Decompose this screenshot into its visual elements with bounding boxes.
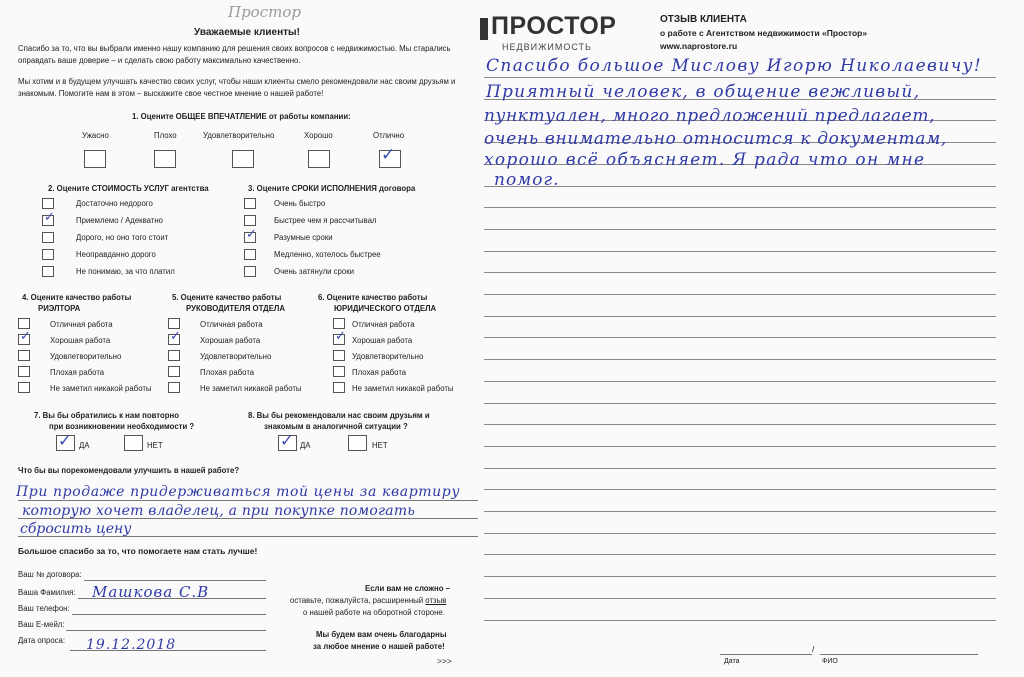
side-note-2-text: оставьте, пожалуйста, расширенный [290, 596, 424, 605]
check-mark-icon: ✓ [335, 329, 346, 344]
check-mark-icon: ✓ [170, 329, 181, 344]
surname-field[interactable]: Машкова С.В [92, 583, 210, 601]
side-note-1: Если вам не сложно – [365, 584, 450, 593]
q4-checkbox[interactable] [18, 366, 30, 377]
q3-option: Очень быстро [274, 199, 326, 208]
side-note-3: о нашей работе на оборотной стороне. [303, 608, 445, 617]
q5-option: Отличная работа [200, 320, 263, 329]
q4-option: Хорошая работа [50, 336, 111, 345]
review-header-title: ОТЗЫВ КЛИЕНТА [660, 14, 747, 25]
q6-checkbox[interactable] [333, 382, 345, 393]
q2-checkbox[interactable] [42, 210, 55, 226]
ruled-line [484, 468, 996, 469]
q3-checkbox[interactable] [244, 249, 256, 260]
arrows-icon: >>> [437, 656, 452, 666]
survey-date-label: Дата опроса: [18, 636, 66, 645]
ruled-line [484, 337, 996, 338]
q3-option: Очень затянули сроки [274, 267, 354, 276]
side-note-2 [290, 596, 446, 605]
intro-text-1b: оправдать ваше доверие – и сделать свою работу максимально качественно. [18, 56, 301, 65]
q2-checkbox[interactable] [42, 198, 54, 209]
ruled-line [484, 294, 996, 295]
pencil-stamp: Простор [228, 3, 301, 21]
q5-option: Плохая работа [200, 368, 255, 377]
q4-title-2: РИЭЛТОРА [38, 304, 81, 313]
q7-no-label: НЕТ [147, 441, 163, 450]
ruled-line [484, 620, 996, 621]
q3-checkbox[interactable] [244, 266, 256, 277]
q1-option-label: Хорошо [304, 131, 333, 140]
q5-checkbox[interactable] [168, 382, 180, 393]
q6-title: 6. Оцените качество работы [318, 293, 428, 302]
review-link[interactable]: отзыв [425, 596, 447, 605]
q1-option-label: Ужасно [82, 131, 109, 140]
q1-checkbox-excellent[interactable] [379, 145, 401, 168]
ruled-line [484, 251, 996, 252]
ruled-line [484, 403, 996, 404]
check-mark-icon: ✓ [58, 431, 72, 450]
ruled-line [484, 359, 996, 360]
field-line [84, 580, 266, 581]
thanks-text: Большое спасибо за то, что помогаете нам стать лучше! [18, 546, 258, 556]
q5-checkbox[interactable] [168, 329, 181, 345]
q2-option: Достаточно недорого [76, 199, 153, 208]
q5-checkbox[interactable] [168, 350, 180, 361]
q4-option: Плохая работа [50, 368, 105, 377]
contract-number-label: Ваш № договора: [18, 570, 82, 579]
review-text-line[interactable]: очень внимательно относится к документам, [484, 129, 948, 149]
fio-signature-line [820, 654, 978, 655]
logo-text: ПРОСТОР [491, 12, 617, 40]
q3-checkbox[interactable] [244, 215, 256, 226]
fio-label: ФИО [822, 658, 838, 665]
q4-checkbox[interactable] [18, 382, 30, 393]
date-signature-line [720, 654, 812, 655]
review-text-line[interactable]: пунктуален, много предложений предлагает, [484, 106, 936, 126]
q3-option: Разумные сроки [274, 233, 333, 242]
q6-title-2: ЮРИДИЧЕСКОГО ОТДЕЛА [334, 304, 437, 313]
review-text-line[interactable]: Спасибо большое Мислову Игорю Николаевичу! [486, 56, 983, 76]
q7-yes-checkbox[interactable] [56, 431, 75, 451]
q8-yes-label: ДА [300, 441, 311, 450]
q1-option-label: Удовлетворительно [203, 131, 275, 140]
q3-checkbox[interactable] [244, 198, 256, 209]
improve-answer-line[interactable]: сбросить цену [20, 521, 132, 537]
q5-option: Хорошая работа [200, 336, 261, 345]
review-text-line[interactable]: хорошо всё объясняет. Я рада что он мне [484, 150, 926, 170]
q4-checkbox[interactable] [18, 350, 30, 361]
q2-checkbox[interactable] [42, 249, 54, 260]
ruled-line [484, 533, 996, 534]
date-label: Дата [724, 658, 740, 665]
review-text-line[interactable]: помог. [494, 170, 560, 190]
review-text-line[interactable]: Приятный человек, в общение вежливый, [486, 82, 921, 102]
check-mark-icon: ✓ [20, 329, 31, 344]
q5-checkbox[interactable] [168, 366, 180, 377]
q5-title: 5. Оцените качество работы [172, 293, 282, 302]
q4-checkbox[interactable] [18, 329, 31, 345]
check-mark-icon: ✓ [44, 210, 55, 225]
q1-checkbox-bad[interactable] [154, 150, 176, 168]
ruled-line [484, 554, 996, 555]
q2-option: Неоправданно дорого [76, 250, 156, 259]
improve-label: Что бы вы порекомендовали улучшить в нашей работе? [18, 466, 240, 475]
q6-option: Хорошая работа [352, 336, 413, 345]
q8-title-2: знакомым в аналогичной ситуации ? [264, 422, 408, 431]
q4-checkbox[interactable] [18, 318, 30, 329]
ruled-line [484, 272, 996, 273]
q6-checkbox[interactable] [333, 318, 345, 329]
q3-option: Быстрее чем я рассчитывал [274, 216, 377, 225]
ruled-line [484, 446, 996, 447]
ruled-line [484, 186, 996, 187]
ruled-line [484, 511, 996, 512]
q2-title: 2. Оцените СТОИМОСТЬ УСЛУГ агентства [48, 184, 209, 193]
review-header-url[interactable]: www.naprostore.ru [660, 41, 738, 51]
q5-option: Не заметил никакой работы [200, 384, 302, 393]
check-mark-icon: ✓ [280, 431, 294, 450]
review-header-subtitle: о работе с Агентством недвижимости «Простор» [660, 28, 868, 38]
ruled-line [484, 424, 996, 425]
improve-answer-line[interactable]: При продаже придерживаться той цены за квартиру [16, 484, 461, 500]
q6-checkbox[interactable] [333, 329, 346, 345]
side-note-4: Мы будем вам очень благодарны [316, 630, 447, 639]
email-label: Ваш E-мейл: [18, 620, 65, 629]
q7-title-2: при возникновении необходимости ? [49, 422, 195, 431]
check-mark-icon: ✓ [246, 227, 257, 242]
q3-title: 3. Оцените СРОКИ ИСПОЛНЕНИЯ договора [248, 184, 416, 193]
field-line [72, 614, 266, 615]
q1-checkbox-awful[interactable] [84, 150, 106, 168]
greeting-title: Уважаемые клиенты! [194, 27, 300, 38]
field-line [66, 630, 266, 631]
ruled-line [484, 229, 996, 230]
ruled-line [484, 207, 996, 208]
check-mark-icon: ✓ [381, 145, 396, 165]
q2-option: Приемлемо / Адекватно [76, 216, 164, 225]
q4-option: Удовлетворительно [50, 352, 122, 361]
q7-yes-label: ДА [79, 441, 90, 450]
q1-checkbox-good[interactable] [308, 150, 330, 168]
survey-date-field[interactable]: 19.12.2018 [86, 637, 177, 653]
ruled-line [484, 576, 996, 577]
q3-checkbox[interactable] [244, 227, 257, 243]
q4-option: Не заметил никакой работы [50, 384, 152, 393]
intro-text-2: Мы хотим и в будущем улучшать качество своих услуг, чтобы наши клиенты смело рекомендовали нас своим друзьям и [18, 77, 456, 86]
q1-title: 1. Оцените ОБЩЕЕ ВПЕЧАТЛЕНИЕ от работы компании: [132, 112, 351, 121]
q6-option: Плохая работа [352, 368, 407, 377]
q2-checkbox[interactable] [42, 232, 54, 243]
q6-checkbox[interactable] [333, 366, 345, 377]
signature-slash: / [812, 644, 815, 654]
logo-subtitle: НЕДВИЖИМОСТЬ [502, 42, 592, 52]
q2-option: Дорого, но оно того стоит [76, 233, 169, 242]
intro-text-2b: знакомым. Помогите нам в этом – выскажите свое честное мнение о нашей работе! [18, 89, 324, 98]
q6-option: Не заметил никакой работы [352, 384, 454, 393]
q3-option: Медленно, хотелось быстрее [274, 250, 381, 259]
q4-option: Отличная работа [50, 320, 113, 329]
q8-no-checkbox[interactable] [348, 435, 367, 451]
logo-mark-icon [480, 18, 488, 40]
q6-checkbox[interactable] [333, 350, 345, 361]
q7-title: 7. Вы бы обратились к нам повторно [34, 411, 180, 420]
q6-option: Отличная работа [352, 320, 415, 329]
side-note-5: за любое мнение о нашей работе! [313, 642, 445, 651]
phone-label: Ваш телефон: [18, 604, 70, 613]
improve-answer-line[interactable]: которую хочет владелец, а при покупке помогать [22, 503, 416, 519]
q1-option-label: Отлично [373, 131, 405, 140]
q6-option: Удовлетворительно [352, 352, 424, 361]
ruled-line [484, 316, 996, 317]
q1-option-label: Плохо [154, 131, 177, 140]
q8-no-label: НЕТ [372, 441, 388, 450]
q5-title-2: РУКОВОДИТЕЛЯ ОТДЕЛА [186, 304, 286, 313]
ruled-line [484, 598, 996, 599]
q5-checkbox[interactable] [168, 318, 180, 329]
surname-label: Ваша Фамилия: [18, 588, 76, 597]
improve-line [18, 500, 478, 501]
q4-title: 4. Оцените качество работы [22, 293, 132, 302]
q8-yes-checkbox[interactable] [278, 431, 297, 451]
ruled-line [484, 381, 996, 382]
intro-text-1: Спасибо за то, что вы выбрали именно нашу компанию для решения своих вопросов с недвижимостью. Мы старались [18, 44, 451, 53]
q8-title: 8. Вы бы рекомендовали нас своим друзьям и [248, 411, 430, 420]
q5-option: Удовлетворительно [200, 352, 272, 361]
ruled-line [484, 77, 996, 78]
ruled-line [484, 489, 996, 490]
q2-checkbox[interactable] [42, 266, 54, 277]
q2-option: Не понимаю, за что платил [76, 267, 175, 276]
q1-checkbox-satisfactory[interactable] [232, 150, 254, 168]
q7-no-checkbox[interactable] [124, 435, 143, 451]
